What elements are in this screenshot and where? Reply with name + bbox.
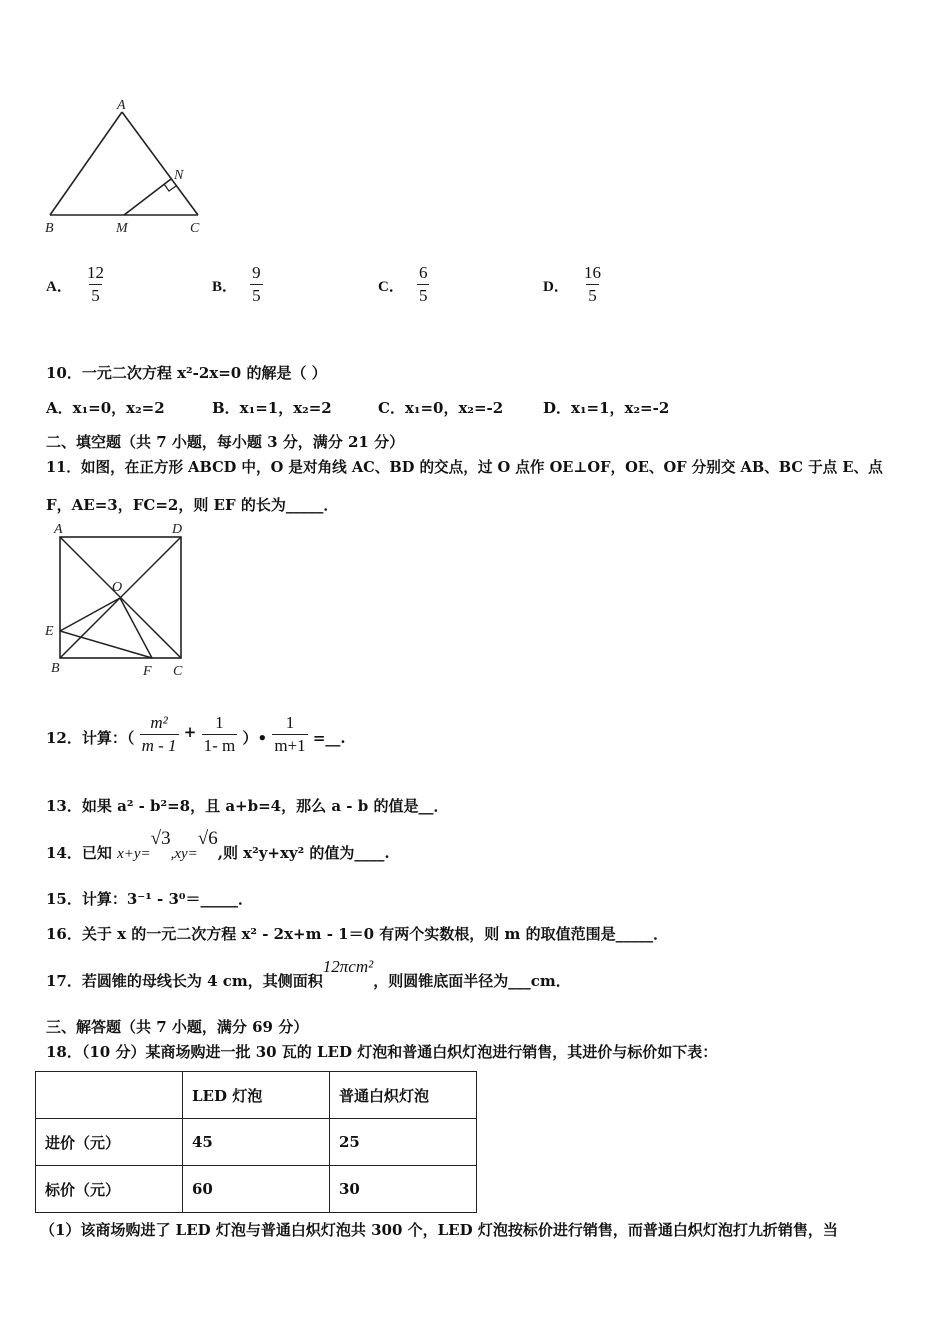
numerator: 1 <box>215 713 224 732</box>
q12-fraction-1 <box>140 712 179 757</box>
q13-stem: 13．如果 a² - b²=8，且 a+b=4，那么 a - b 的值是__． <box>46 797 449 815</box>
q17-stem <box>46 956 571 990</box>
q14-expr1: x+y= <box>117 846 151 862</box>
q14-root2: √6 <box>197 828 218 849</box>
numerator: m² <box>150 713 168 732</box>
label-m: M <box>116 221 128 236</box>
choice-letter: D． <box>543 279 569 295</box>
numerator: 6 <box>418 263 428 282</box>
label-o: O <box>112 580 123 595</box>
label-n: N <box>174 168 184 183</box>
q18-part1: （1）该商场购进了 LED 灯泡与普通白炽灯泡共 300 个，LED 灯泡按标价进行销售，而普通白炽灯泡打九折销售，当 <box>40 1221 838 1239</box>
q12-suffix: =__. <box>312 728 346 747</box>
q12-fraction-3 <box>272 712 307 757</box>
denominator: 5 <box>588 286 597 305</box>
triangle-side-ac <box>122 112 198 215</box>
label-a: A <box>54 522 63 537</box>
table-cell: 45 <box>183 1119 330 1166</box>
q12-stem <box>46 712 346 757</box>
label-b: B <box>51 661 60 676</box>
table-cell: 25 <box>330 1119 477 1166</box>
fraction <box>250 262 263 307</box>
numerator: 9 <box>252 263 261 282</box>
q10-choice-a[interactable]: A．x₁=0，x₂=2 <box>46 399 165 417</box>
q16-stem: 16．关于 x 的一元二次方程 x² - 2x+m - 1＝0 有两个实数根，则 m 的取值范围是_____． <box>46 925 669 943</box>
q9-choice-a[interactable] <box>46 262 106 307</box>
numerator: 1 <box>285 713 295 732</box>
fraction <box>85 262 106 307</box>
label-e: E <box>45 624 54 639</box>
q17-prefix: 17．若圆锥的母线长为 4 cm，其侧面积 <box>46 972 323 990</box>
q12-plus: + <box>183 722 197 741</box>
denominator: 5 <box>418 286 428 305</box>
segment-of <box>120 598 152 658</box>
label-a: A <box>117 98 126 113</box>
q18-price-table <box>35 1071 477 1213</box>
q17-suffix: ，则圆锥底面半径为___cm． <box>373 972 571 990</box>
table-row <box>36 1166 477 1213</box>
table-cell: 60 <box>183 1166 330 1213</box>
label-d: D <box>172 522 183 537</box>
numerator: 12 <box>86 263 104 282</box>
q14-prefix: 14．已知 <box>46 844 118 862</box>
numerator: 16 <box>583 263 601 282</box>
choice-letter: B． <box>212 279 238 295</box>
triangle-side-ab <box>50 112 122 215</box>
q10-choice-d[interactable]: D．x₁=1，x₂=-2 <box>543 399 670 417</box>
choice-letter: C． <box>378 279 404 295</box>
table-header-cell <box>36 1072 183 1119</box>
q9-triangle-figure <box>40 95 220 240</box>
table-cell: 进价（元） <box>36 1119 183 1166</box>
q12-close: ）• <box>242 728 268 747</box>
choice-letter: A． <box>46 279 72 295</box>
q10-stem: 10．一元二次方程 x²-2x=0 的解是（ ） <box>46 364 327 382</box>
denominator: 5 <box>252 286 261 305</box>
table-header-cell: LED 灯泡 <box>183 1072 330 1119</box>
fraction <box>417 262 430 307</box>
q14-root1: √3 <box>150 828 171 849</box>
label-f: F <box>143 664 152 679</box>
table-header-row <box>36 1072 477 1119</box>
q9-choice-d[interactable] <box>543 262 603 307</box>
q15-stem: 15．计算：3⁻¹ - 3⁰＝_____． <box>46 890 253 908</box>
denominator: 1- m <box>203 736 236 755</box>
fraction <box>582 262 603 307</box>
q14-expr2: ,xy= <box>170 846 198 862</box>
q10-choice-c[interactable]: C．x₁=0，x₂=-2 <box>378 399 504 417</box>
table-row <box>36 1119 477 1166</box>
section-2-title: 二、填空题（共 7 小题，每小题 3 分，满分 21 分） <box>46 433 405 451</box>
right-angle-mark <box>164 184 176 191</box>
q18-intro: 18．（10 分）某商场购进一批 30 瓦的 LED 灯泡和普通白炽灯泡进行销售，其进价与标价如下表： <box>46 1043 718 1061</box>
table-cell: 标价（元） <box>36 1166 183 1213</box>
q12-prefix: 12．计算：（ <box>46 728 135 747</box>
denominator: m+1 <box>274 736 306 755</box>
q14-suffix: ,则 x²y+xy² 的值为____. <box>217 844 390 862</box>
table-cell: 30 <box>330 1166 477 1213</box>
label-c: C <box>190 221 200 236</box>
q11-stem-line1: 11．如图，在正方形 ABCD 中，O 是对角线 AC、BD 的交点，过 O 点作 OE⊥OF，OE、OF 分别交 AB、BC 于点 E、点 <box>46 459 883 476</box>
label-c: C <box>173 664 183 679</box>
q17-area: 12πcm² <box>322 957 374 976</box>
q9-choice-c[interactable] <box>378 262 429 307</box>
segment-oe <box>60 598 120 631</box>
q11-stem-line2: F，AE=3，FC=2，则 EF 的长为_____． <box>46 496 339 514</box>
denominator: m - 1 <box>141 736 177 755</box>
q10-choice-b[interactable]: B．x₁=1，x₂=2 <box>212 399 332 417</box>
denominator: 5 <box>91 286 100 305</box>
q14-stem <box>46 828 390 862</box>
q12-fraction-2 <box>202 712 238 757</box>
table-header-cell: 普通白炽灯泡 <box>330 1072 477 1119</box>
q9-choice-b[interactable] <box>212 262 263 307</box>
q11-square-figure <box>42 520 192 680</box>
label-b: B <box>45 221 54 236</box>
section-3-title: 三、解答题（共 7 小题，满分 69 分） <box>46 1018 309 1036</box>
